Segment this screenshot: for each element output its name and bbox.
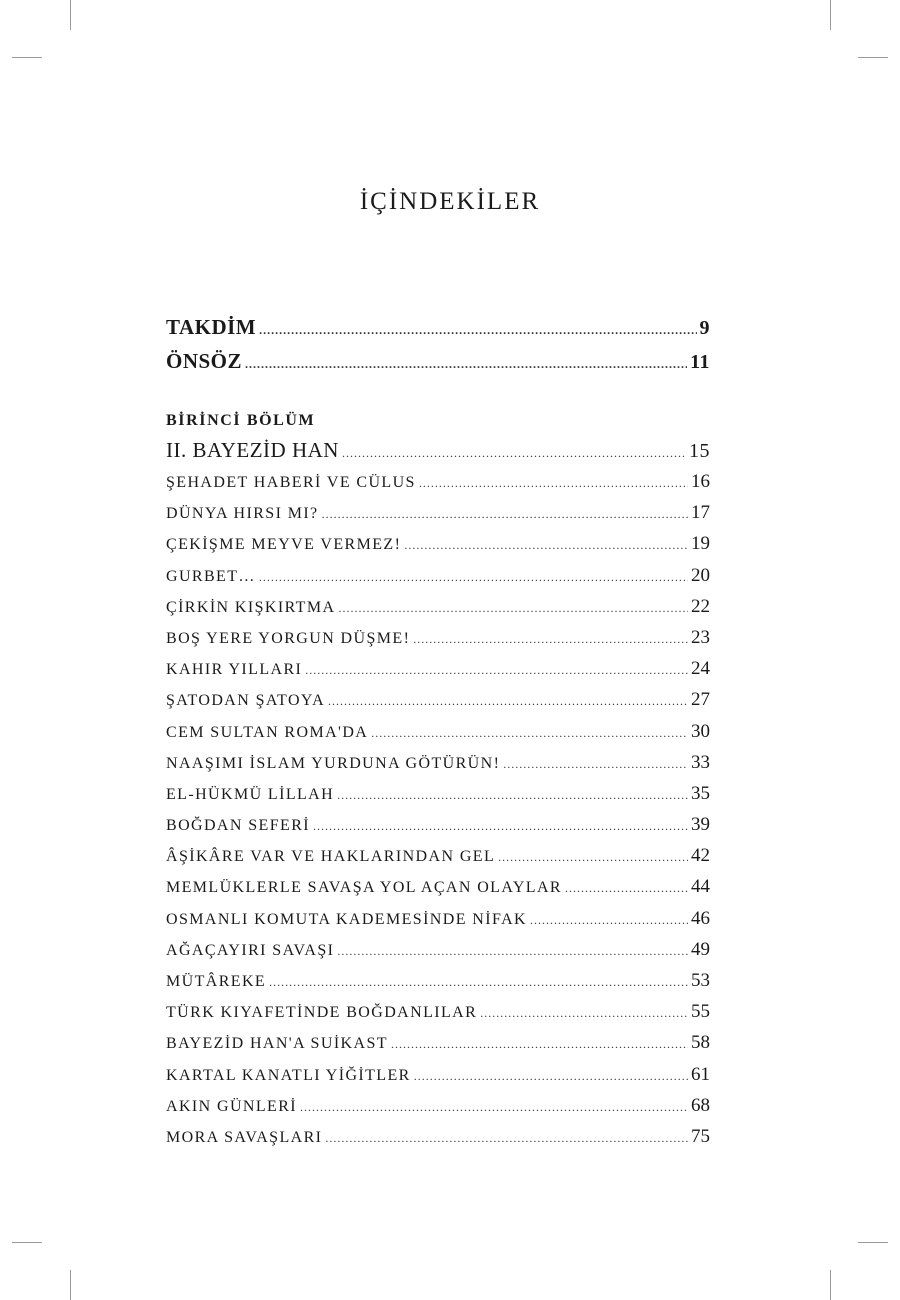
toc-entry-label: AKIN GÜNLERİ <box>166 1097 298 1115</box>
toc-entry-label: ÂŞİKÂRE VAR VE HAKLARINDAN GEL <box>166 848 496 866</box>
toc-entry[interactable] <box>166 466 710 497</box>
toc-entry-label: TAKDİM <box>166 315 257 339</box>
toc-entry-label: KARTAL KANATLI YİĞİTLER <box>166 1066 411 1084</box>
toc-entry-takdim[interactable] <box>166 310 710 344</box>
toc-entry-label: ŞEHADET HABERİ VE CÜLUS <box>166 474 416 491</box>
toc-entry[interactable] <box>166 1059 710 1090</box>
dot-leader <box>565 873 688 904</box>
toc-entry[interactable] <box>166 1027 710 1058</box>
toc-entry[interactable] <box>166 591 710 622</box>
toc-entry[interactable] <box>166 747 710 778</box>
dot-leader <box>245 347 687 381</box>
toc-entry-label: TÜRK KIYAFETİNDE BOĞDANLILAR <box>166 1004 478 1022</box>
toc-entry-label: BOŞ YERE YORGUN DÜŞME! <box>166 629 411 647</box>
toc-entry-page: 22 <box>691 595 710 617</box>
dot-leader <box>322 499 688 530</box>
dot-leader <box>391 1029 688 1060</box>
toc-entry-page: 16 <box>691 471 710 492</box>
toc-entry[interactable] <box>166 560 710 591</box>
dot-leader <box>530 905 688 936</box>
toc-entry-label: MORA SAVAŞLARI <box>166 1128 323 1146</box>
dot-leader <box>337 780 688 811</box>
toc-front-matter <box>166 310 710 378</box>
crop-mark-bottom-right-h <box>858 1242 888 1243</box>
part-heading: BİRİNCİ BÖLÜM <box>166 412 316 429</box>
dot-leader <box>498 842 688 873</box>
crop-mark-bottom-right-v <box>830 1270 831 1300</box>
toc-entry[interactable] <box>166 840 710 871</box>
dot-leader <box>328 686 688 717</box>
dot-leader <box>259 313 696 347</box>
toc-entry-label: AĞAÇAYIRI SAVAŞI <box>166 941 335 959</box>
dot-leader <box>313 811 688 842</box>
toc-entry[interactable] <box>166 965 710 996</box>
toc-entry[interactable] <box>166 1121 710 1152</box>
toc-entry-label: ÖNSÖZ <box>166 349 243 373</box>
toc-entry-page: 35 <box>691 782 710 804</box>
toc-entry-label: ŞATODAN ŞATOYA <box>166 692 326 710</box>
dot-leader <box>419 468 688 499</box>
crop-mark-top-left-h <box>12 57 42 58</box>
toc-entry-page: 44 <box>691 876 710 898</box>
toc-chapter-list <box>166 466 710 1152</box>
dot-leader <box>337 936 688 967</box>
toc-entry[interactable] <box>166 996 710 1027</box>
toc-entry[interactable] <box>166 1090 710 1121</box>
dot-leader <box>342 436 686 470</box>
dot-leader <box>404 530 688 561</box>
toc-entry[interactable] <box>166 497 710 528</box>
toc-entry-page: 39 <box>691 814 710 836</box>
toc-entry-page: 20 <box>691 564 710 586</box>
toc-entry[interactable] <box>166 809 710 840</box>
crop-mark-top-right-h <box>858 57 888 58</box>
toc-entry-page: 9 <box>699 317 710 339</box>
toc-entry-label: MEMLÜKLERLE SAVAŞA YOL AÇAN OLAYLAR <box>166 879 562 897</box>
toc-entry-label: EL-HÜKMÜ LİLLAH <box>166 785 335 803</box>
toc-entry-label: NAAŞIMI İSLAM YURDUNA GÖTÜRÜN! <box>166 754 501 772</box>
dot-leader <box>480 998 688 1029</box>
dot-leader <box>503 749 688 780</box>
toc-entry-page: 58 <box>691 1032 710 1054</box>
toc-entry-label: BOĞDAN SEFERİ <box>166 817 310 835</box>
dot-leader <box>413 624 688 655</box>
toc-entry-page: 30 <box>691 720 710 742</box>
toc-entry-label: CEM SULTAN ROMA'DA <box>166 723 369 741</box>
dot-leader <box>300 1092 688 1123</box>
toc-entry[interactable] <box>166 871 710 902</box>
toc-entry-label: OSMANLI KOMUTA KADEMESİNDE NİFAK <box>166 910 527 928</box>
toc-entry[interactable] <box>166 622 710 653</box>
toc-entry-label: MÜTÂREKE <box>166 973 267 990</box>
crop-mark-bottom-left-h <box>12 1242 42 1243</box>
toc-entry-label: DÜNYA HIRSI MI? <box>166 505 319 523</box>
toc-entry-label: ÇİRKİN KIŞKIRTMA <box>166 598 336 616</box>
toc-entry-page: 11 <box>690 351 710 373</box>
toc-entry-page: 49 <box>691 938 710 960</box>
toc-entry-page: 19 <box>691 533 710 555</box>
page-title: İÇİNDEKİLER <box>359 188 541 215</box>
toc-entry-page: 33 <box>691 751 710 773</box>
toc-entry-page: 15 <box>689 440 710 462</box>
toc-entry-onsoz[interactable] <box>166 344 710 378</box>
toc-entry-label: KAHIR YILLARI <box>166 661 303 679</box>
dot-leader <box>305 655 688 686</box>
toc-entry-label: II. BAYEZİD HAN <box>166 438 339 462</box>
dot-leader <box>269 967 688 998</box>
toc-entry-page: 61 <box>691 1063 710 1085</box>
toc-entry[interactable] <box>166 528 710 559</box>
crop-mark-top-left-v <box>70 0 71 30</box>
toc-entry-label: BAYEZİD HAN'A SUİKAST <box>166 1035 388 1053</box>
toc-entry-page: 55 <box>691 1001 710 1023</box>
toc-entry-page: 17 <box>691 502 710 524</box>
toc-entry-page: 24 <box>691 658 710 680</box>
toc-entry-label: ÇEKİŞME MEYVE VERMEZ! <box>166 536 402 554</box>
toc-entry[interactable] <box>166 716 710 747</box>
toc-entry-page: 68 <box>691 1094 710 1116</box>
toc-entry-page: 42 <box>691 845 710 867</box>
dot-leader <box>259 562 688 593</box>
dot-leader <box>414 1061 688 1092</box>
toc-entry-page: 46 <box>691 907 710 929</box>
dot-leader <box>371 718 688 749</box>
toc-entry-page: 27 <box>691 689 710 711</box>
toc-part-one <box>166 409 710 467</box>
toc-entry-page: 75 <box>691 1125 710 1147</box>
crop-mark-top-right-v <box>830 0 831 30</box>
toc-entry-page: 23 <box>691 626 710 648</box>
toc-entry[interactable] <box>166 934 710 965</box>
toc-entry-label: GURBET… <box>166 567 256 585</box>
dot-leader <box>338 593 688 624</box>
toc-entry-page: 53 <box>691 970 710 991</box>
toc-entry[interactable] <box>166 653 710 684</box>
toc-entry[interactable] <box>166 903 710 934</box>
toc-entry[interactable] <box>166 684 710 715</box>
toc-entry-part-title[interactable] <box>166 433 710 467</box>
toc-entry[interactable] <box>166 778 710 809</box>
crop-mark-bottom-left-v <box>70 1270 71 1300</box>
dot-leader <box>325 1123 688 1154</box>
